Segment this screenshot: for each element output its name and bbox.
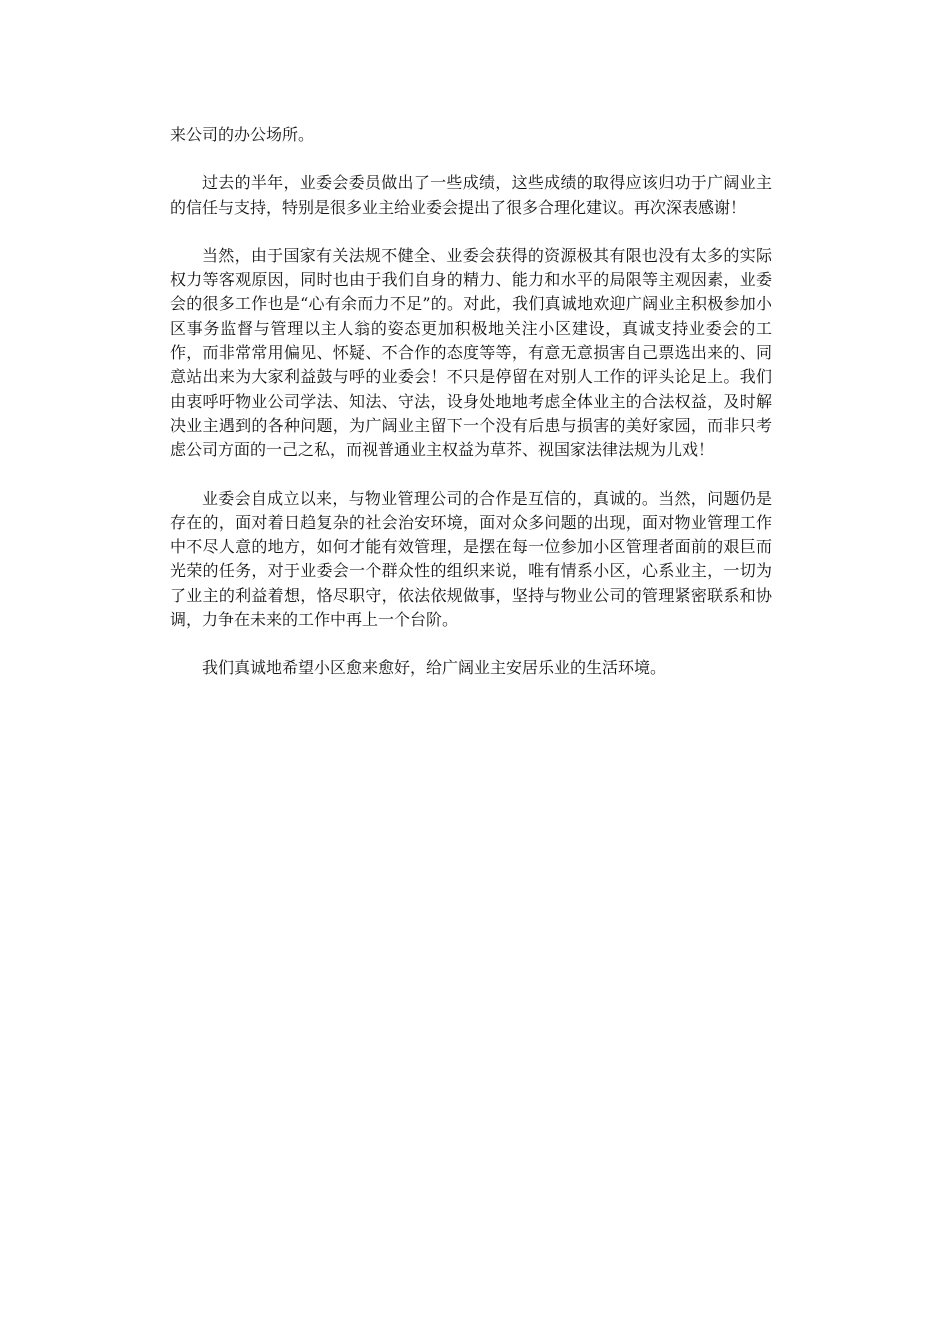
paragraph-appeal: 当然，由于国家有关法规不健全、业委会获得的资源极其有限也没有太多的实际权力等客观原因，同时也由于我们自身的精力、能力和水平的局限等主观因素，业委会的很多工作也是“心有余而力不足”的。对此，我们真诚地欢迎广阔业主积极参加小区事务监督与管理以主人翁的姿态更加积极地关注小区建设，真诚支持业委会的工作，而非常常用偏见、怀疑、不合作的态度等等，有意无意损害自己票选出来的、同意站出来为大家利益鼓与呼的业委会！不只是停留在对别人工作的评头论足上。我们由衷呼吁物业公司学法、知法、守法，设身处地地考虑全体业主的合法权益，及时解决业主遇到的各种问题，为广阔业主留下一个没有后患与损害的美好家园，而非只考虑公司方面的一己之私，而视普通业主权益为草芥、视国家法律法规为儿戏！ bbox=[170, 245, 772, 460]
paragraph-thanks: 过去的半年，业委会委员做出了一些成绩，这些成绩的取得应该归功于广阔业主的信任与支持，特别是很多业主给业委会提出了很多合理化建议。再次深表感谢！ bbox=[170, 173, 772, 217]
paragraph-cooperation: 业委会自成立以来，与物业管理公司的合作是互信的，真诚的。当然，问题仍是存在的，面对着日趋复杂的社会治安环境，面对众多问题的出现，面对物业管理工作中不尽人意的地方，如何才能有效管理，是摆在每一位参加小区管理者面前的艰巨而光荣的任务，对于业委会一个群众性的组织来说，唯有情系小区，心系业主，一切为了业主的利益着想，恪尽职守，依法依规做事，坚持与物业公司的管理紧密联系和协调，力争在未来的工作中再上一个台阶。 bbox=[170, 488, 772, 630]
document-body bbox=[170, 123, 772, 705]
paragraph-closing: 我们真诚地希望小区愈来愈好，给广阔业主安居乐业的生活环境。 bbox=[202, 658, 667, 678]
paragraph-continuation: 来公司的办公场所。 bbox=[170, 125, 315, 144]
